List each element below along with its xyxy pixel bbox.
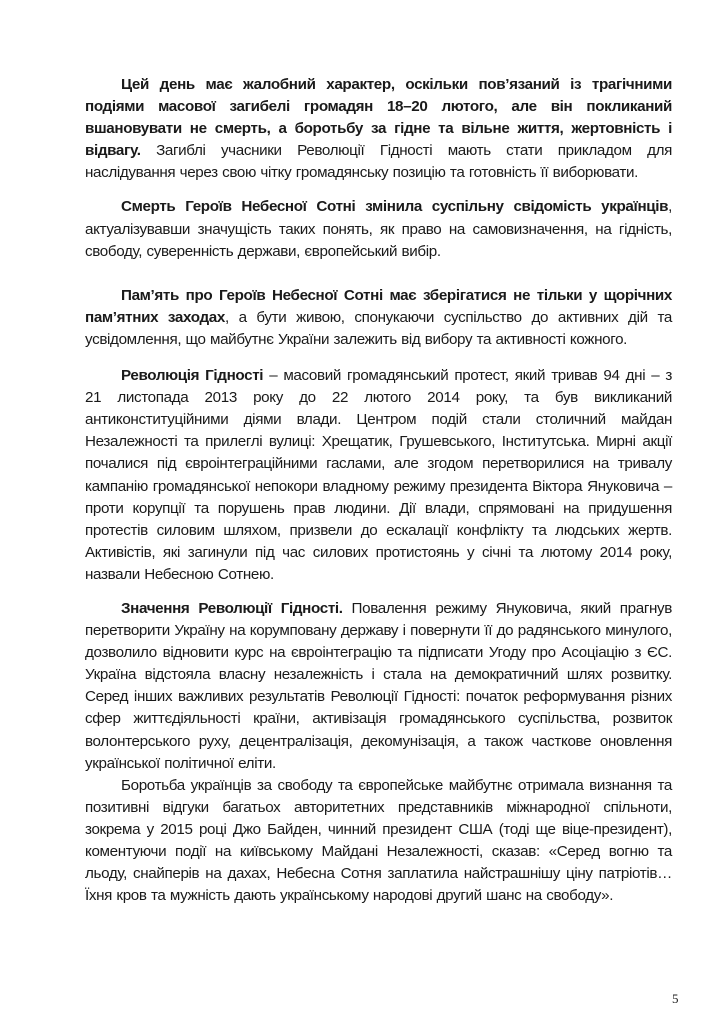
paragraph-text: , а бути живою, спонукаючи суспільство до активних дій та усвідомлення, що майбутнє України залежить від вибору та активності кожного. (85, 308, 672, 348)
paragraph-bold-lead: Смерть Героїв Небесної Сотні змінила суспільну свідомість українців (121, 198, 669, 216)
paragraph-bold-lead: Революція Гідності (121, 367, 264, 385)
paragraph-text: Повалення режиму Януковича, який прагнув перетворити Україну на корумповану державу і повернути її до радянського минулого, дозволило відновити курс на євроінтеграцію та підписати Угоду про Асоціацію з ЄС. Україна відстояла власну незалежність і стала на демократичний шлях розвитку. Серед інших важливих результатів Революції Гідності: початок реформування різних сфер життєдіяльності країни, активізація громадянського суспільства, розвиток волонтерського руху, децентралізація, декомунізація, а також часткове оновлення української політичної еліти. (85, 599, 673, 772)
paragraph-revolution-of-dignity (85, 365, 672, 586)
paragraph-memory (85, 285, 672, 351)
paragraph-text: , актуалізувавши значущість таких понять, як право на самовизначення, на гідність, свободу, суверенність держави, європейський вибір. (85, 198, 672, 260)
paragraph-significance (85, 598, 672, 775)
page-number: 5 (672, 991, 679, 1006)
document-page (85, 74, 672, 907)
paragraph-bold-lead: Значення Революції Гідності. (121, 599, 343, 617)
paragraph-text: Загиблі учасники Революції Гідності мають стати прикладом для наслідування через свою чітку громадянську позицію та готовність її виборювати. (85, 142, 672, 182)
paragraph-mourning-day (85, 74, 672, 184)
paragraph-consciousness (85, 196, 672, 262)
paragraph-text: Боротьба українців за свободу та європейське майбутнє отримала визнання та позитивні відгуки багатьох авторитетних представників міжнародної спільноти, зокрема у 2015 році Джо Байден, чинний президент США (тоді ще віце-президент), коментуючи події на київському Майдані Незалежності, сказав: «Серед вогню та льоду, снайперів на дахах, Небесна Сотня заплатила найстрашнішу ціну патріотів… Їхня кров та мужність дають українському народові другий шанс на свободу». (85, 776, 672, 905)
paragraph-bold-lead: Цей день має жалобний характер, оскільки пов’язаний із трагічними подіями масової загибелі громадян 18–20 лютого, але він покликаний вшановувати не смерть, а боротьбу за гідне та вільне життя, жертовність і відвагу. (85, 76, 672, 160)
paragraph-international-recognition (85, 775, 672, 908)
paragraph-bold-lead: Пам’ять про Героїв Небесної Сотні має зберігатися не тільки у щорічних пам’ятних заходах (85, 286, 672, 326)
paragraph-text: – масовий громадянський протест, який тривав 94 дні – з 21 листопада 2013 року до 22 лютого 2014 року, та був викликаний антиконституційними діями влади. Центром подій стали столичний майдан Незалежності та прилеглі вулиці: Хрещатик, Грушевського, Інститутська. Мирні акції почалися під євроінтеграційними гаслами, але згодом перетворилися на тривалу кампанію громадянської непокори владному режиму президента Віктора Януковича – проти корупції та порушень прав людини. Дії влади, спрямовані на придушення протестів силовим шляхом, призвели до ескалації конфлікту та людських жертв. Активістів, які загинули під час силових протистоянь у січні та лютому 2014 року, назвали Небесною Сотнею. (85, 367, 672, 583)
